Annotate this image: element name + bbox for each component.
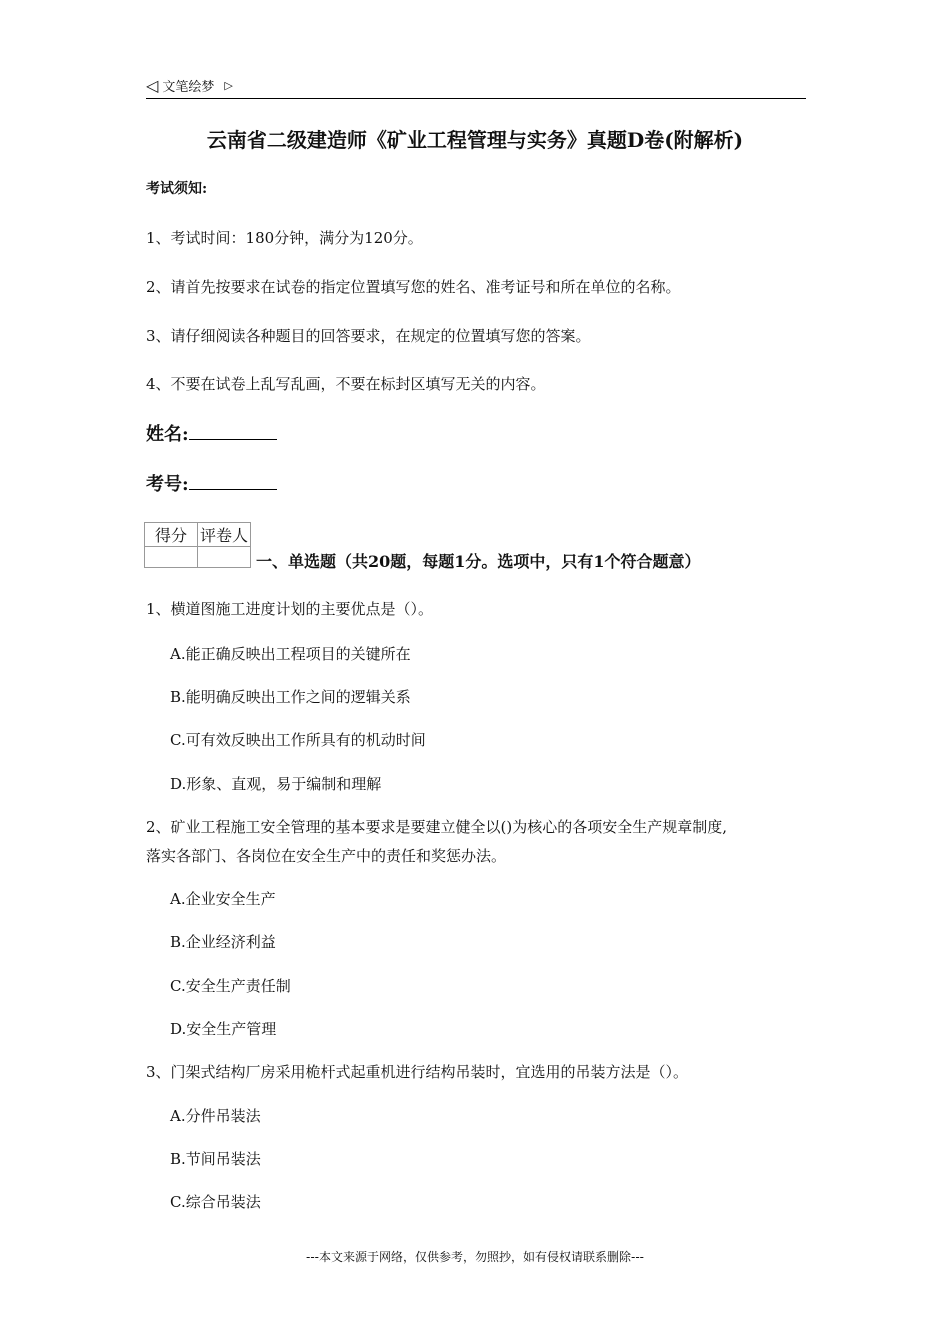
notice-heading: 考试须知: bbox=[146, 181, 208, 197]
notice-item: 2、请首先按要求在试卷的指定位置填写您的姓名、准考证号和所在单位的名称。 bbox=[146, 278, 681, 296]
grader-header: 评卷人 bbox=[198, 523, 251, 547]
option: C.综合吊装法 bbox=[170, 1193, 261, 1211]
name-label: 姓名: bbox=[146, 424, 189, 445]
question-stem: 1、横道图施工进度计划的主要优点是（）。 bbox=[146, 600, 434, 618]
name-field[interactable] bbox=[146, 420, 277, 446]
page-header bbox=[146, 76, 233, 95]
option: B.能明确反映出工作之间的逻辑关系 bbox=[170, 688, 411, 706]
score-table bbox=[144, 522, 251, 568]
option: C.可有效反映出工作所具有的机动时间 bbox=[170, 731, 426, 749]
score-header: 得分 bbox=[145, 523, 198, 547]
section-title: 一、单选题（共20题，每题1分。选项中，只有1个符合题意） bbox=[256, 552, 701, 571]
notice-item: 3、请仔细阅读各种题目的回答要求，在规定的位置填写您的答案。 bbox=[146, 327, 591, 345]
id-blank[interactable] bbox=[189, 471, 277, 490]
option: A.能正确反映出工程项目的关键所在 bbox=[170, 645, 411, 663]
option: B.节间吊装法 bbox=[170, 1150, 261, 1168]
name-blank[interactable] bbox=[189, 421, 277, 440]
header-brand: 文笔绘梦 bbox=[162, 80, 215, 95]
triangle-right-icon: ▷ bbox=[224, 79, 233, 92]
option: C.安全生产责任制 bbox=[170, 977, 291, 995]
question-stem: 3、门架式结构厂房采用桅杆式起重机进行结构吊装时，宜选用的吊装方法是（）。 bbox=[146, 1063, 689, 1081]
id-label: 考号: bbox=[146, 474, 189, 495]
score-cell[interactable] bbox=[145, 547, 198, 568]
option: D.形象、直观，易于编制和理解 bbox=[170, 775, 382, 793]
option: D.安全生产管理 bbox=[170, 1020, 277, 1038]
triangle-left-icon: ◁ bbox=[146, 76, 159, 95]
question-stem: 2、矿业工程施工安全管理的基本要求是要建立健全以()为核心的各项安全生产规章制度, bbox=[146, 818, 728, 836]
notice-item: 4、不要在试卷上乱写乱画，不要在标封区填写无关的内容。 bbox=[146, 375, 546, 393]
option: B.企业经济利益 bbox=[170, 933, 276, 951]
page-footer: ---本文来源于网络，仅供参考，勿照抄，如有侵权请联系删除--- bbox=[306, 1250, 644, 1264]
grader-cell[interactable] bbox=[198, 547, 251, 568]
question-stem-continued: 落实各部门、各岗位在安全生产中的责任和奖惩办法。 bbox=[146, 847, 507, 865]
id-field[interactable] bbox=[146, 470, 277, 496]
document-title: 云南省二级建造师《矿业工程管理与实务》真题D卷(附解析) bbox=[206, 128, 744, 152]
option: A.企业安全生产 bbox=[170, 890, 276, 908]
header-divider bbox=[146, 98, 806, 99]
notice-item: 1、考试时间：180分钟，满分为120分。 bbox=[146, 229, 423, 247]
option: A.分件吊装法 bbox=[170, 1107, 261, 1125]
